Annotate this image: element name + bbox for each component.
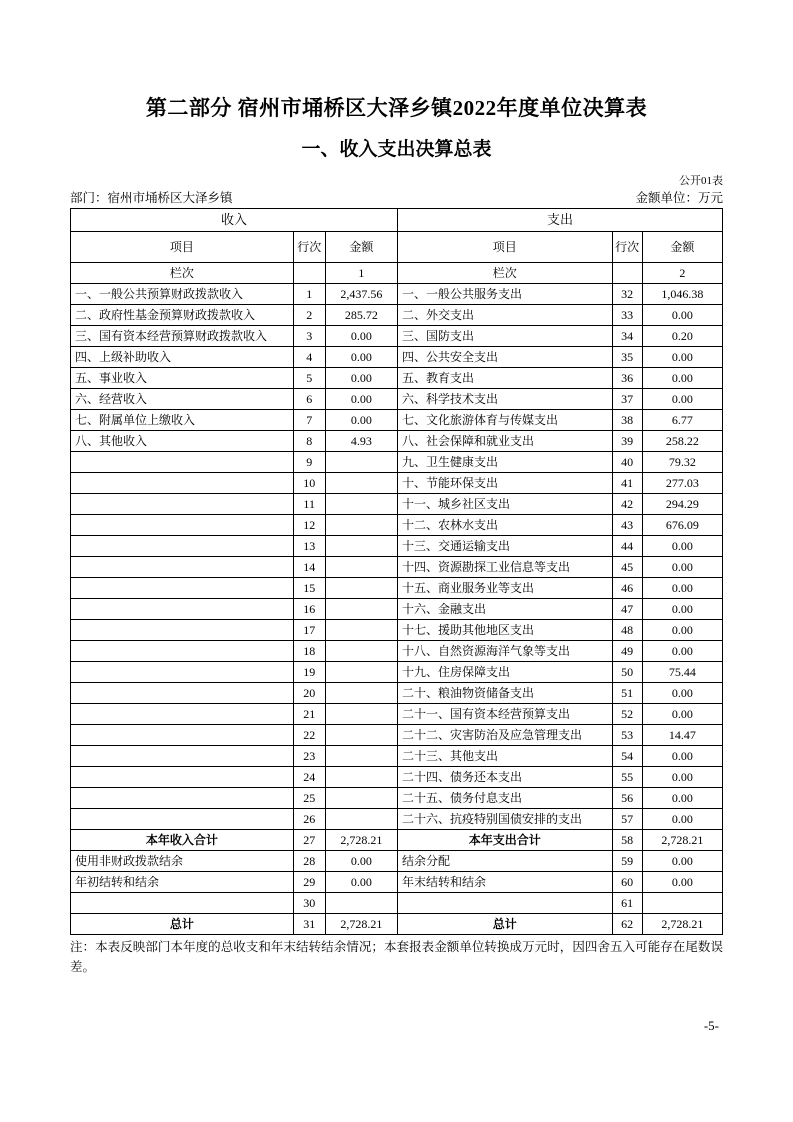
expense-amount-header: 金额	[642, 232, 722, 263]
income-amount-cell	[325, 452, 397, 473]
income-item-cell	[71, 641, 294, 662]
income-rowno-cell: 15	[293, 578, 325, 599]
table-row	[71, 725, 723, 746]
income-amount-cell: 0.00	[325, 326, 397, 347]
income-amount-cell: 0.00	[325, 410, 397, 431]
income-item-cell	[71, 599, 294, 620]
table-header-row-columns	[71, 232, 723, 263]
income-item-cell	[71, 809, 294, 830]
table-row	[71, 872, 723, 893]
expense-rowno-cell: 55	[612, 767, 642, 788]
expense-amount-cell: 0.00	[642, 767, 722, 788]
income-item-cell: 五、事业收入	[71, 368, 294, 389]
income-rowno-cell: 24	[293, 767, 325, 788]
expense-amount-cell: 0.20	[642, 326, 722, 347]
income-item-cell: 本年收入合计	[71, 830, 294, 851]
document-title: 第二部分 宿州市埇桥区大泽乡镇2022年度单位决算表	[145, 96, 648, 120]
income-rowno-cell: 5	[293, 368, 325, 389]
income-item-cell: 一、一般公共预算财政拨款收入	[71, 284, 294, 305]
income-rowno-cell: 21	[293, 704, 325, 725]
budget-table	[70, 208, 723, 935]
expense-rowno-cell: 56	[612, 788, 642, 809]
expense-amount-cell: 0.00	[642, 746, 722, 767]
income-rowno-cell: 28	[293, 851, 325, 872]
section-title: 一、收入支出决算总表	[301, 139, 492, 160]
expense-amount-cell: 0.00	[642, 599, 722, 620]
income-rowno-cell: 8	[293, 431, 325, 452]
income-rowno-cell: 19	[293, 662, 325, 683]
income-amount-cell	[325, 662, 397, 683]
income-rowno-cell: 11	[293, 494, 325, 515]
expense-rowno-cell: 51	[612, 683, 642, 704]
expense-amount-cell: 0.00	[642, 809, 722, 830]
page-number: -5-	[703, 1018, 719, 1033]
income-rowno-cell: 6	[293, 389, 325, 410]
expense-item-cell: 九、卫生健康支出	[397, 452, 612, 473]
income-item-cell	[71, 620, 294, 641]
expense-rowno-cell: 50	[612, 662, 642, 683]
income-item-cell	[71, 473, 294, 494]
table-row	[71, 452, 723, 473]
table-row	[71, 536, 723, 557]
expense-rowno-cell: 42	[612, 494, 642, 515]
income-amount-header: 金额	[325, 232, 397, 263]
income-amount-cell	[325, 893, 397, 914]
table-row	[71, 410, 723, 431]
income-item-cell	[71, 578, 294, 599]
expense-item-cell: 三、国防支出	[397, 326, 612, 347]
unit-label: 金额单位：万元	[635, 191, 723, 206]
expense-item-cell: 结余分配	[397, 851, 612, 872]
expense-item-cell: 本年支出合计	[397, 830, 612, 851]
income-amount-cell: 0.00	[325, 872, 397, 893]
income-item-cell	[71, 452, 294, 473]
expense-rowno-cell: 35	[612, 347, 642, 368]
table-header-row-sections	[71, 209, 723, 232]
income-section-header: 收入	[71, 209, 398, 232]
expense-rowno-cell: 60	[612, 872, 642, 893]
expense-amount-cell: 0.00	[642, 578, 722, 599]
income-item-cell: 使用非财政拨款结余	[71, 851, 294, 872]
expense-item-cell: 十三、交通运输支出	[397, 536, 612, 557]
table-row	[71, 473, 723, 494]
expense-item-cell: 十九、住房保障支出	[397, 662, 612, 683]
table-row	[71, 851, 723, 872]
expense-amount-cell: 0.00	[642, 641, 722, 662]
income-item-cell	[71, 788, 294, 809]
income-lane-label: 栏次	[71, 263, 294, 284]
expense-rowno-cell: 40	[612, 452, 642, 473]
income-item-cell: 四、上级补助收入	[71, 347, 294, 368]
expense-rowno-cell: 49	[612, 641, 642, 662]
income-amount-cell: 2,728.21	[325, 914, 397, 935]
table-row	[71, 326, 723, 347]
expense-item-cell: 七、文化旅游体育与传媒支出	[397, 410, 612, 431]
expense-item-cell: 二十、粮油物资储备支出	[397, 683, 612, 704]
table-row	[71, 431, 723, 452]
table-row	[71, 389, 723, 410]
income-amount-cell: 0.00	[325, 389, 397, 410]
table-row	[71, 578, 723, 599]
expense-rowno-cell: 48	[612, 620, 642, 641]
expense-amount-cell: 0.00	[642, 683, 722, 704]
expense-amount-cell: 0.00	[642, 788, 722, 809]
table-row	[71, 347, 723, 368]
expense-amount-cell: 0.00	[642, 620, 722, 641]
table-row	[71, 557, 723, 578]
table-row	[71, 788, 723, 809]
expense-amount-cell	[642, 893, 722, 914]
income-item-cell: 七、附属单位上缴收入	[71, 410, 294, 431]
table-row	[71, 305, 723, 326]
income-amount-cell: 0.00	[325, 851, 397, 872]
income-lane-number: 1	[325, 263, 397, 284]
expense-amount-cell: 258.22	[642, 431, 722, 452]
expense-rowno-cell: 54	[612, 746, 642, 767]
expense-item-cell: 十二、农林水支出	[397, 515, 612, 536]
expense-item-cell: 二十三、其他支出	[397, 746, 612, 767]
expense-rowno-cell: 44	[612, 536, 642, 557]
expense-amount-cell: 0.00	[642, 368, 722, 389]
table-row	[71, 599, 723, 620]
expense-amount-cell: 75.44	[642, 662, 722, 683]
income-amount-cell	[325, 725, 397, 746]
income-amount-cell	[325, 557, 397, 578]
expense-amount-cell: 2,728.21	[642, 914, 722, 935]
expense-rowno-cell: 47	[612, 599, 642, 620]
expense-lane-number: 2	[642, 263, 722, 284]
income-amount-cell: 0.00	[325, 347, 397, 368]
expense-rowno-cell: 33	[612, 305, 642, 326]
expense-rowno-cell: 45	[612, 557, 642, 578]
income-item-cell: 二、政府性基金预算财政拨款收入	[71, 305, 294, 326]
income-item-cell: 六、经营收入	[71, 389, 294, 410]
expense-item-cell: 五、教育支出	[397, 368, 612, 389]
department-label: 部门：宿州市埇桥区大泽乡镇	[70, 191, 233, 206]
income-amount-cell: 0.00	[325, 368, 397, 389]
income-lane-empty-cell	[293, 263, 325, 284]
expense-rowno-cell: 53	[612, 725, 642, 746]
income-item-cell	[71, 683, 294, 704]
income-amount-cell	[325, 641, 397, 662]
table-row	[71, 914, 723, 935]
expense-item-cell: 十、节能环保支出	[397, 473, 612, 494]
income-rowno-cell: 25	[293, 788, 325, 809]
table-row	[71, 809, 723, 830]
expense-rowno-cell: 36	[612, 368, 642, 389]
income-item-cell: 三、国有资本经营预算财政拨款收入	[71, 326, 294, 347]
income-amount-cell	[325, 767, 397, 788]
income-rowno-cell: 16	[293, 599, 325, 620]
table-row	[71, 368, 723, 389]
expense-amount-cell: 0.00	[642, 872, 722, 893]
expense-rowno-cell: 61	[612, 893, 642, 914]
income-amount-cell	[325, 473, 397, 494]
income-amount-cell: 4.93	[325, 431, 397, 452]
income-rowno-cell: 18	[293, 641, 325, 662]
expense-amount-cell: 6.77	[642, 410, 722, 431]
income-item-cell	[71, 893, 294, 914]
table-code: 公开01表	[679, 175, 723, 187]
income-rowno-cell: 7	[293, 410, 325, 431]
expense-item-cell: 二十二、灾害防治及应急管理支出	[397, 725, 612, 746]
expense-rowno-cell: 58	[612, 830, 642, 851]
expense-rowno-cell: 43	[612, 515, 642, 536]
income-item-cell	[71, 704, 294, 725]
expense-item-cell: 二、外交支出	[397, 305, 612, 326]
income-amount-cell: 2,437.56	[325, 284, 397, 305]
expense-amount-cell: 0.00	[642, 389, 722, 410]
table-body	[71, 284, 723, 935]
expense-rowno-cell: 32	[612, 284, 642, 305]
expense-item-header: 项目	[397, 232, 612, 263]
income-amount-cell	[325, 599, 397, 620]
table-row	[71, 515, 723, 536]
income-amount-cell	[325, 536, 397, 557]
income-rowno-cell: 1	[293, 284, 325, 305]
table-row	[71, 704, 723, 725]
income-amount-cell: 285.72	[325, 305, 397, 326]
income-amount-cell	[325, 809, 397, 830]
income-amount-cell	[325, 578, 397, 599]
expense-amount-cell: 0.00	[642, 536, 722, 557]
expense-item-cell: 十四、资源勘探工业信息等支出	[397, 557, 612, 578]
income-rowno-cell: 9	[293, 452, 325, 473]
income-item-cell: 总计	[71, 914, 294, 935]
expense-amount-cell: 0.00	[642, 704, 722, 725]
income-item-cell	[71, 494, 294, 515]
table-row	[71, 746, 723, 767]
income-rowno-cell: 26	[293, 809, 325, 830]
income-amount-cell	[325, 494, 397, 515]
expense-rowno-cell: 34	[612, 326, 642, 347]
expense-item-cell: 十八、自然资源海洋气象等支出	[397, 641, 612, 662]
expense-amount-cell: 14.47	[642, 725, 722, 746]
income-item-cell: 年初结转和结余	[71, 872, 294, 893]
income-rowno-header: 行次	[293, 232, 325, 263]
expense-amount-cell: 676.09	[642, 515, 722, 536]
income-rowno-cell: 29	[293, 872, 325, 893]
expense-rowno-header: 行次	[612, 232, 642, 263]
expense-item-cell: 十六、金融支出	[397, 599, 612, 620]
income-item-cell	[71, 515, 294, 536]
expense-amount-cell: 0.00	[642, 851, 722, 872]
expense-amount-cell: 79.32	[642, 452, 722, 473]
meta-row	[70, 190, 723, 206]
expense-item-cell: 十七、援助其他地区支出	[397, 620, 612, 641]
income-rowno-cell: 3	[293, 326, 325, 347]
expense-amount-cell: 0.00	[642, 557, 722, 578]
expense-item-cell: 十一、城乡社区支出	[397, 494, 612, 515]
expense-rowno-cell: 41	[612, 473, 642, 494]
income-rowno-cell: 22	[293, 725, 325, 746]
expense-item-cell: 一、一般公共服务支出	[397, 284, 612, 305]
expense-rowno-cell: 39	[612, 431, 642, 452]
income-rowno-cell: 17	[293, 620, 325, 641]
table-row	[71, 683, 723, 704]
expenditure-section-header: 支出	[397, 209, 722, 232]
expense-rowno-cell: 46	[612, 578, 642, 599]
expense-item-cell: 二十四、债务还本支出	[397, 767, 612, 788]
expense-item-cell: 二十一、国有资本经营预算支出	[397, 704, 612, 725]
income-amount-cell	[325, 788, 397, 809]
expense-item-cell: 二十五、债务付息支出	[397, 788, 612, 809]
table-note: 注：本表反映部门本年度的总收支和年末结转结余情况；本套报表金额单位转换成万元时，因四舍五入可能存在尾数误差。	[70, 940, 723, 974]
income-rowno-cell: 20	[293, 683, 325, 704]
income-amount-cell: 2,728.21	[325, 830, 397, 851]
income-item-cell	[71, 746, 294, 767]
income-rowno-cell: 30	[293, 893, 325, 914]
income-rowno-cell: 23	[293, 746, 325, 767]
expense-item-cell: 二十六、抗疫特别国债安排的支出	[397, 809, 612, 830]
expense-lane-empty-cell	[612, 263, 642, 284]
income-amount-cell	[325, 746, 397, 767]
expense-amount-cell: 294.29	[642, 494, 722, 515]
table-row	[71, 893, 723, 914]
income-rowno-cell: 27	[293, 830, 325, 851]
income-rowno-cell: 12	[293, 515, 325, 536]
income-item-cell	[71, 557, 294, 578]
income-item-header: 项目	[71, 232, 294, 263]
expense-item-cell	[397, 893, 612, 914]
income-rowno-cell: 31	[293, 914, 325, 935]
expense-amount-cell: 1,046.38	[642, 284, 722, 305]
expense-amount-cell: 277.03	[642, 473, 722, 494]
income-rowno-cell: 4	[293, 347, 325, 368]
income-item-cell	[71, 536, 294, 557]
expense-amount-cell: 0.00	[642, 347, 722, 368]
expense-rowno-cell: 57	[612, 809, 642, 830]
expense-item-cell: 总计	[397, 914, 612, 935]
expense-lane-label: 栏次	[397, 263, 612, 284]
table-row	[71, 767, 723, 788]
expense-rowno-cell: 59	[612, 851, 642, 872]
expense-item-cell: 四、公共安全支出	[397, 347, 612, 368]
income-amount-cell	[325, 683, 397, 704]
table-row	[71, 284, 723, 305]
table-row	[71, 620, 723, 641]
expense-item-cell: 八、社会保障和就业支出	[397, 431, 612, 452]
table-header-row-lanes	[71, 263, 723, 284]
expense-rowno-cell: 62	[612, 914, 642, 935]
expense-rowno-cell: 38	[612, 410, 642, 431]
income-amount-cell	[325, 515, 397, 536]
income-rowno-cell: 10	[293, 473, 325, 494]
income-rowno-cell: 14	[293, 557, 325, 578]
table-row	[71, 830, 723, 851]
income-rowno-cell: 2	[293, 305, 325, 326]
expense-rowno-cell: 52	[612, 704, 642, 725]
expense-item-cell: 十五、商业服务业等支出	[397, 578, 612, 599]
expense-item-cell: 六、科学技术支出	[397, 389, 612, 410]
table-row	[71, 494, 723, 515]
table-row	[71, 662, 723, 683]
expense-rowno-cell: 37	[612, 389, 642, 410]
income-amount-cell	[325, 620, 397, 641]
expense-amount-cell: 0.00	[642, 305, 722, 326]
income-rowno-cell: 13	[293, 536, 325, 557]
income-item-cell	[71, 662, 294, 683]
expense-item-cell: 年末结转和结余	[397, 872, 612, 893]
income-amount-cell	[325, 704, 397, 725]
income-item-cell	[71, 725, 294, 746]
income-item-cell	[71, 767, 294, 788]
expense-amount-cell: 2,728.21	[642, 830, 722, 851]
table-row	[71, 641, 723, 662]
income-item-cell: 八、其他收入	[71, 431, 294, 452]
